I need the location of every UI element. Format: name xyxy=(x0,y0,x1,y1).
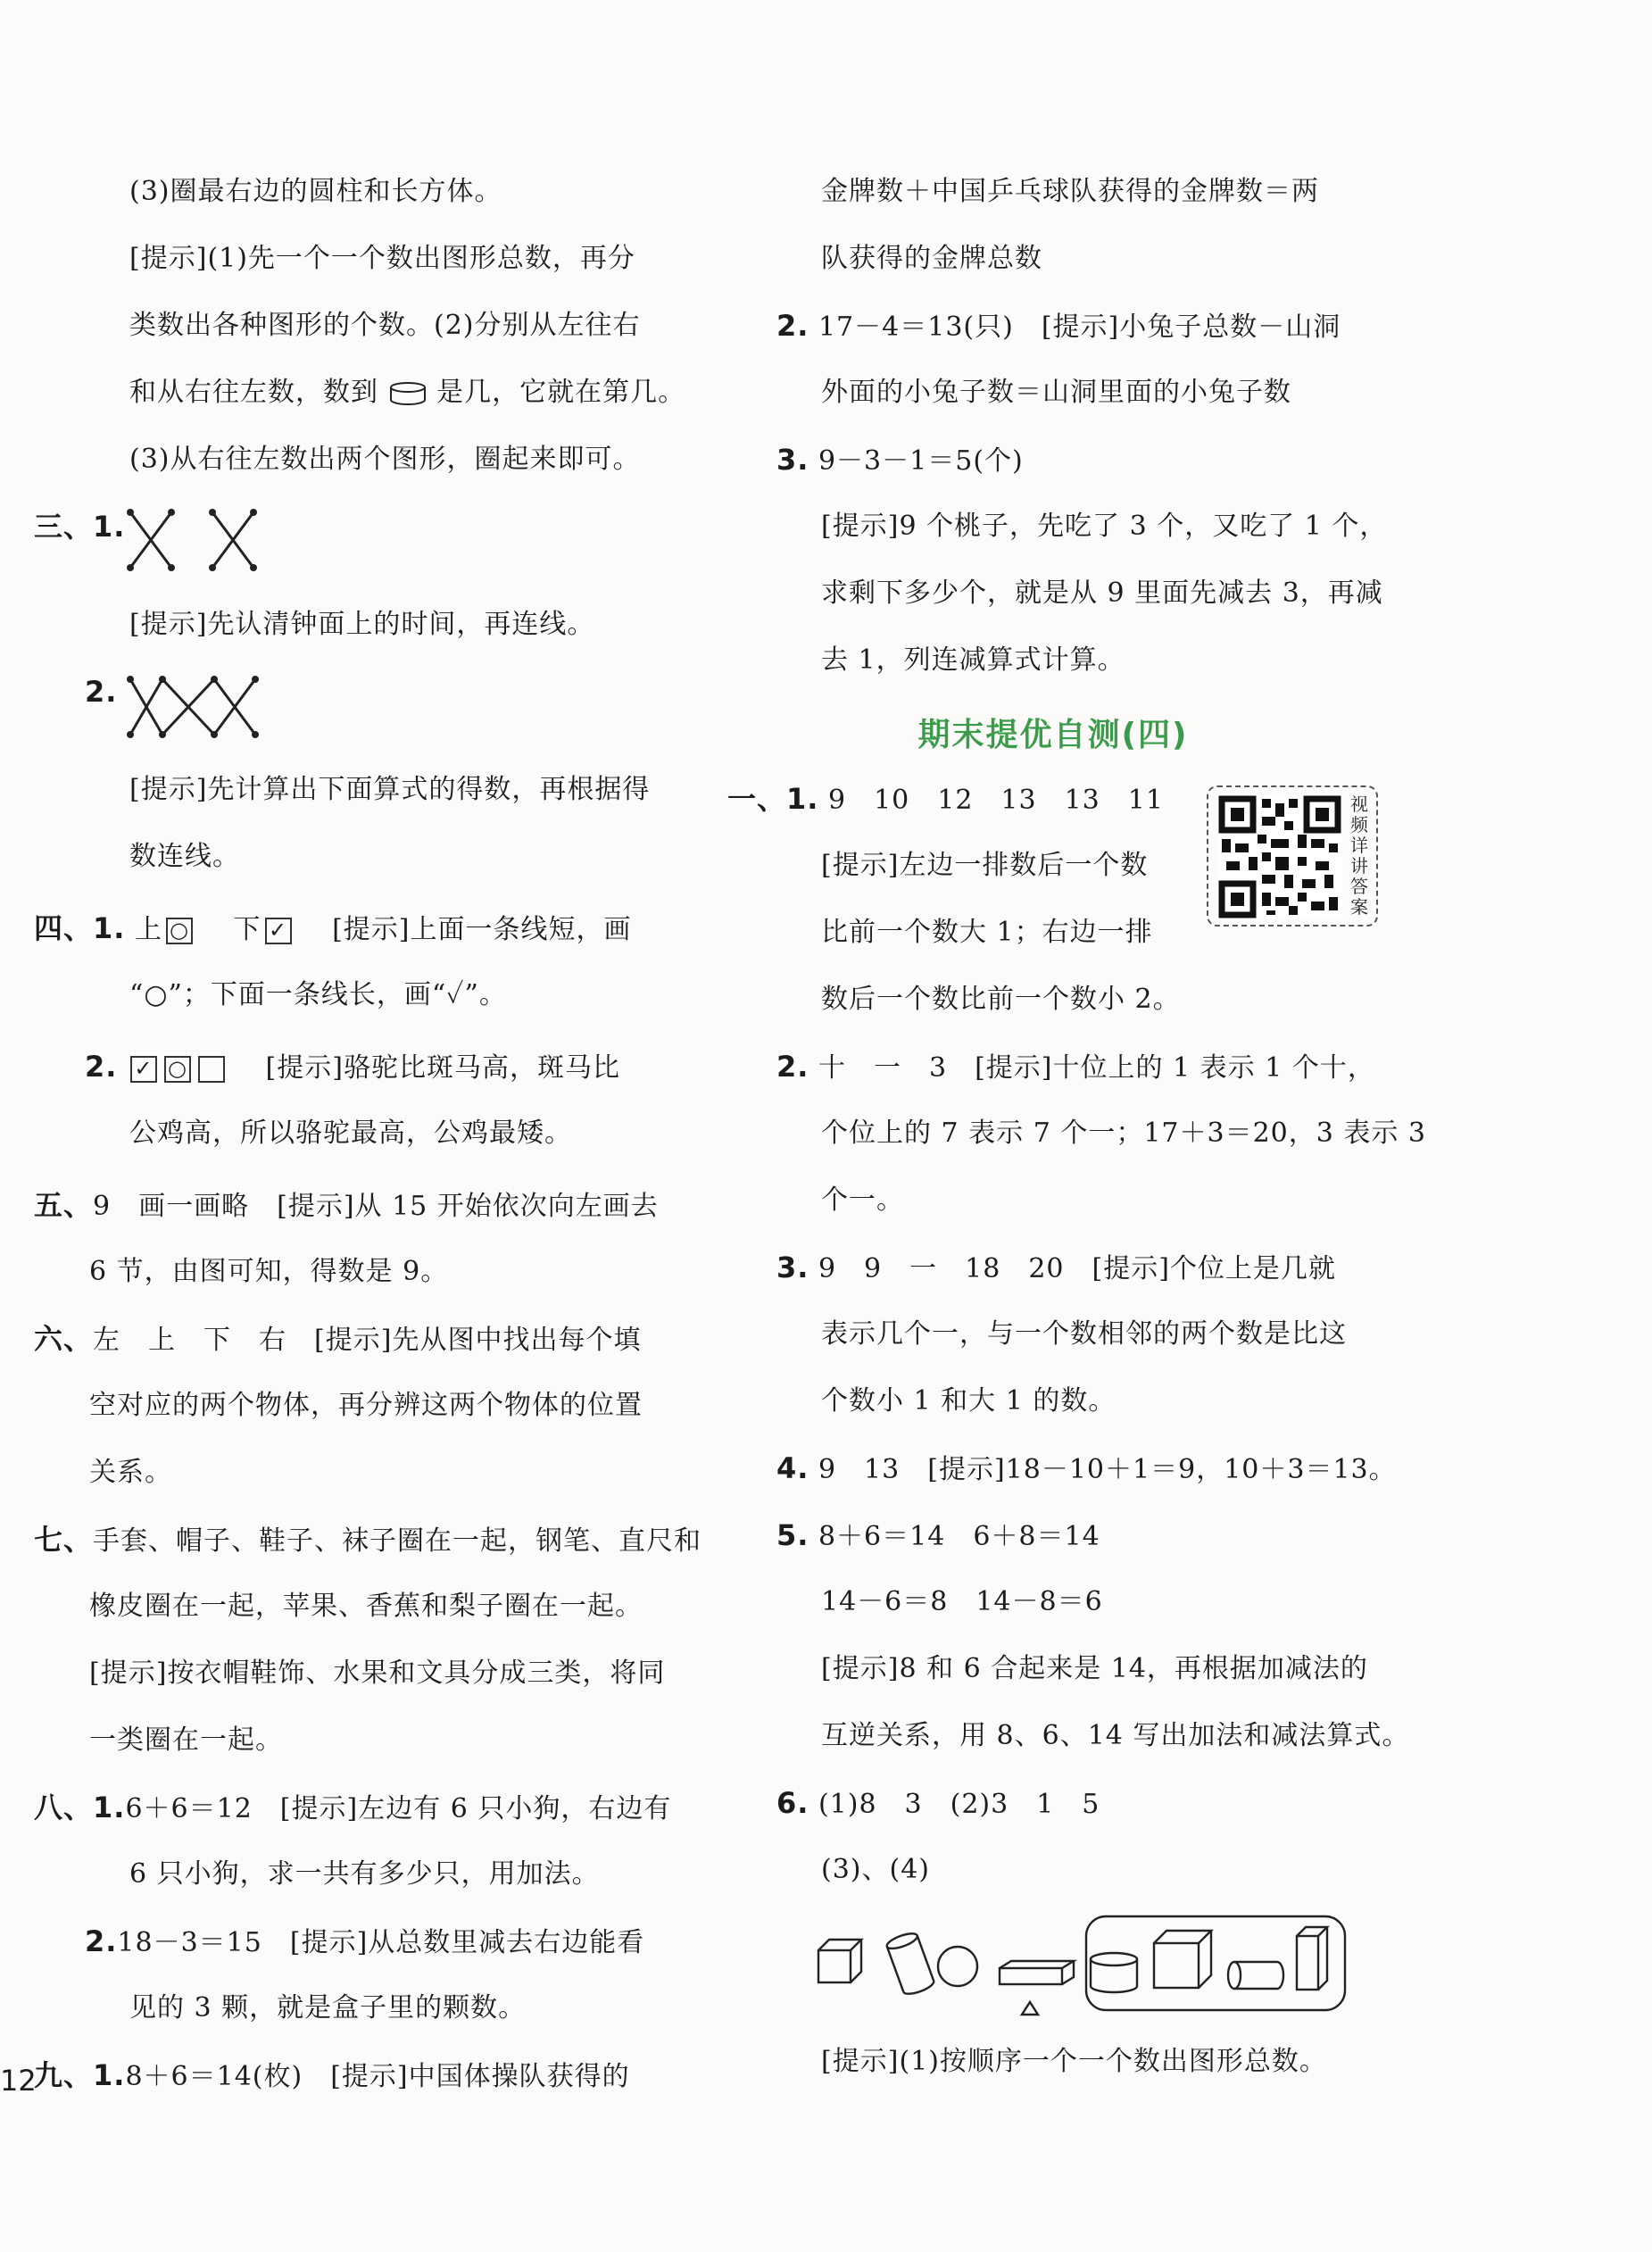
qr-code-box[interactable] xyxy=(1207,785,1378,927)
qr-code-icon[interactable] xyxy=(1217,794,1342,919)
hint-label: [ 提示 ] xyxy=(266,1052,344,1084)
qr-label: 视频详讲答案 xyxy=(1350,794,1368,918)
right-line-20: 5. 8＋6＝14 6＋8＝14 xyxy=(776,1518,1100,1552)
left-line-18: 空对应的两个物体，再分辨这两个物体的位置 xyxy=(89,1390,643,1421)
left-line-15: 五、9 画一画略 [ 提示 ] 从 15 开始依次向左画去 xyxy=(34,1187,659,1225)
hint-label: [ 提示 ] xyxy=(975,1052,1052,1084)
hint-label: [ 提示 ] xyxy=(927,1454,1005,1485)
right-line-17: 表示几个一，与一个数相邻的两个数是比这 xyxy=(821,1318,1347,1350)
hint-label: [ 提示 ] xyxy=(314,1325,392,1356)
right-line-18: 个数小 1 和大 1 的数。 xyxy=(821,1385,1117,1417)
left-line-12: “○”；下面一条线长，画“✓”。 xyxy=(129,979,507,1010)
hint-label: [ 提示 ] xyxy=(1092,1253,1170,1284)
cylinder-icon xyxy=(388,381,428,406)
right-line-15: 个一。 xyxy=(821,1184,904,1216)
answer-box: ○ xyxy=(164,1056,191,1083)
left-line-25: 6 只小狗，求一共有多少只，用加法。 xyxy=(129,1858,600,1890)
cylinder-shape xyxy=(885,1931,935,1997)
left-line-2: [ 提示 ] (1)先一个一个数出图形总数，再分 xyxy=(129,241,635,277)
answer-box: ✓ xyxy=(265,918,292,944)
right-line-14: 个位上的 7 表示 7 个一；17＋3＝20，3 表示 3 xyxy=(821,1118,1426,1149)
right-line-9: 一、1. 9 10 12 13 13 11 xyxy=(727,782,1164,816)
right-line-16: 3. 9 9 一 18 20 [ 提示 ] 个位上是几就 xyxy=(776,1250,1336,1287)
right-line-3: 2. 17－4＝13(只) [ 提示 ] 小兔子总数－山洞 xyxy=(776,308,1341,345)
right-line-24: 6. (1)8 3 (2)3 1 5 xyxy=(776,1786,1100,1820)
hint-label: [ 提示 ] xyxy=(277,1191,354,1222)
cuboid-shape xyxy=(1297,1927,1327,1990)
hint-label: [ 提示 ] xyxy=(332,914,410,945)
left-line-23: 一类圈在一起。 xyxy=(89,1724,283,1756)
hint-label: [ 提示 ] xyxy=(821,1653,899,1684)
left-line-7: [ 提示 ] 先认清钟面上的时间，再连线。 xyxy=(129,607,594,643)
flat-cuboid-shape xyxy=(1000,1968,1062,1984)
left-line-3: 类数出各种图形的个数。(2)分别从左往右 xyxy=(129,310,641,341)
left-line-28: 九、1.8＋6＝14(枚) [ 提示 ] 中国体操队获得的 xyxy=(34,2057,630,2095)
right-line-7: 求剩下多少个，就是从 9 里面先减去 3，再减 xyxy=(821,578,1383,609)
right-line-4: 外面的小兔子数＝山洞里面的小兔子数 xyxy=(821,377,1291,408)
cube-shape xyxy=(818,1950,851,1982)
sphere-shape xyxy=(938,1947,977,1986)
hint-label: [ 提示 ] xyxy=(129,774,207,805)
left-line-17: 六、左 上 下 右 [ 提示 ] 先从图中找出每个填 xyxy=(34,1321,641,1359)
right-line-2: 队获得的金牌总数 xyxy=(821,243,1042,274)
left-line-22: [ 提示 ] 按衣帽鞋饰、水果和文具分成三类，将同 xyxy=(89,1656,665,1691)
right-line-10: [ 提示 ] 左边一排数后一个数 xyxy=(821,848,1148,884)
right-line-25: (3)、(4) xyxy=(821,1854,930,1885)
hint-label: [ 提示 ] xyxy=(129,609,207,640)
hint-label: [ 提示 ] xyxy=(89,1658,167,1689)
circled-group xyxy=(1086,1916,1345,2010)
hint-label: [ 提示 ] xyxy=(280,1793,358,1824)
right-line-22: [ 提示 ] 8 和 6 合起来是 14，再根据加减法的 xyxy=(821,1651,1368,1687)
hint-label: [ 提示 ] xyxy=(290,1927,368,1958)
left-line-1: (3)圈最右边的圆柱和长方体。 xyxy=(129,176,502,207)
triangle-shape xyxy=(1022,2002,1038,2015)
hint-label: [ 提示 ] xyxy=(1042,312,1119,343)
right-line-13: 2. 十 一 3 [ 提示 ] 十位上的 1 表示 1 个十， xyxy=(776,1049,1375,1086)
answer-box: ○ xyxy=(166,918,193,944)
left-line-14: 公鸡高，所以骆驼最高，公鸡最矮。 xyxy=(129,1118,572,1149)
lying-cylinder-shape xyxy=(1228,1962,1283,1989)
connection-lines-1 xyxy=(125,507,268,573)
left-line-9: [ 提示 ] 先计算出下面算式的得数，再根据得 xyxy=(129,772,650,808)
section-three-1-label: 三、1. xyxy=(34,510,126,544)
cube-shape xyxy=(1154,1931,1211,1988)
right-line-19: 4. 9 13 [ 提示 ] 18－10＋1＝9，10＋3＝13。 xyxy=(776,1450,1397,1488)
shapes-figure xyxy=(808,1906,1352,2022)
answer-box xyxy=(198,1056,225,1083)
right-line-6: [ 提示 ] 9 个桃子，先吃了 3 个，又吃了 1 个， xyxy=(821,509,1387,544)
answer-box: ✓ xyxy=(130,1056,157,1083)
hint-label: [ 提示 ] xyxy=(821,2046,899,2077)
right-line-1: 金牌数＋中国乒乓球队获得的金牌数＝两 xyxy=(821,176,1319,207)
left-line-13: 2. ✓ ○ [ 提示 ] 骆驼比斑马高，斑马比 xyxy=(85,1049,620,1086)
connection-lines-2 xyxy=(125,674,268,740)
left-line-27: 见的 3 颗，就是盒子里的颗数。 xyxy=(129,1992,527,2023)
section-three-2-label: 2. xyxy=(85,675,118,709)
left-line-10: 数连线。 xyxy=(129,841,240,872)
left-line-4: 和从右往左数，数到 是几，它就在第几。 xyxy=(129,377,686,408)
right-line-11: 比前一个数大 1；右边一排 xyxy=(821,917,1153,948)
left-line-19: 关系。 xyxy=(89,1457,172,1488)
left-line-20: 七、手套、帽子、鞋子、袜子圈在一起，钢笔、直尺和 xyxy=(34,1523,702,1557)
right-line-12: 数后一个数比前一个数小 2。 xyxy=(821,984,1181,1015)
page-number: 12 xyxy=(0,2064,37,2098)
right-line-26: [ 提示 ] (1)按顺序一个一个数出图形总数。 xyxy=(821,2044,1327,2080)
left-line-26: 2.18－3＝15 [ 提示 ] 从总数里减去右边能看 xyxy=(85,1924,644,1961)
hint-label: [ 提示 ] xyxy=(129,243,207,274)
right-line-21: 14－6＝8 14－8＝6 xyxy=(821,1586,1103,1617)
hint-label: [ 提示 ] xyxy=(330,2061,408,2092)
hint-label: [ 提示 ] xyxy=(821,850,899,881)
section-title: 期末提优自测(四) xyxy=(917,717,1189,753)
left-line-24: 八、1.6＋6＝12 [ 提示 ] 左边有 6 只小狗，右边有 xyxy=(34,1790,671,1827)
cylinder-shape xyxy=(1091,1953,1137,1992)
right-line-5: 3. 9－3－1＝5(个) xyxy=(776,443,1024,477)
left-line-5: (3)从右往左数出两个图形，圈起来即可。 xyxy=(129,444,641,475)
left-line-21: 橡皮圈在一起，苹果、香蕉和梨子圈在一起。 xyxy=(89,1591,643,1622)
left-line-11: 四、1. 上 ○ 下 ✓ [ 提示 ] 上面一条线短，画 xyxy=(34,910,632,948)
hint-label: [ 提示 ] xyxy=(821,511,899,542)
right-line-8: 去 1，列连减算式计算。 xyxy=(821,644,1125,676)
left-line-16: 6 节，由图可知，得数是 9。 xyxy=(89,1256,449,1287)
right-line-23: 互逆关系，用 8、6、14 写出加法和减法算式。 xyxy=(821,1720,1410,1751)
